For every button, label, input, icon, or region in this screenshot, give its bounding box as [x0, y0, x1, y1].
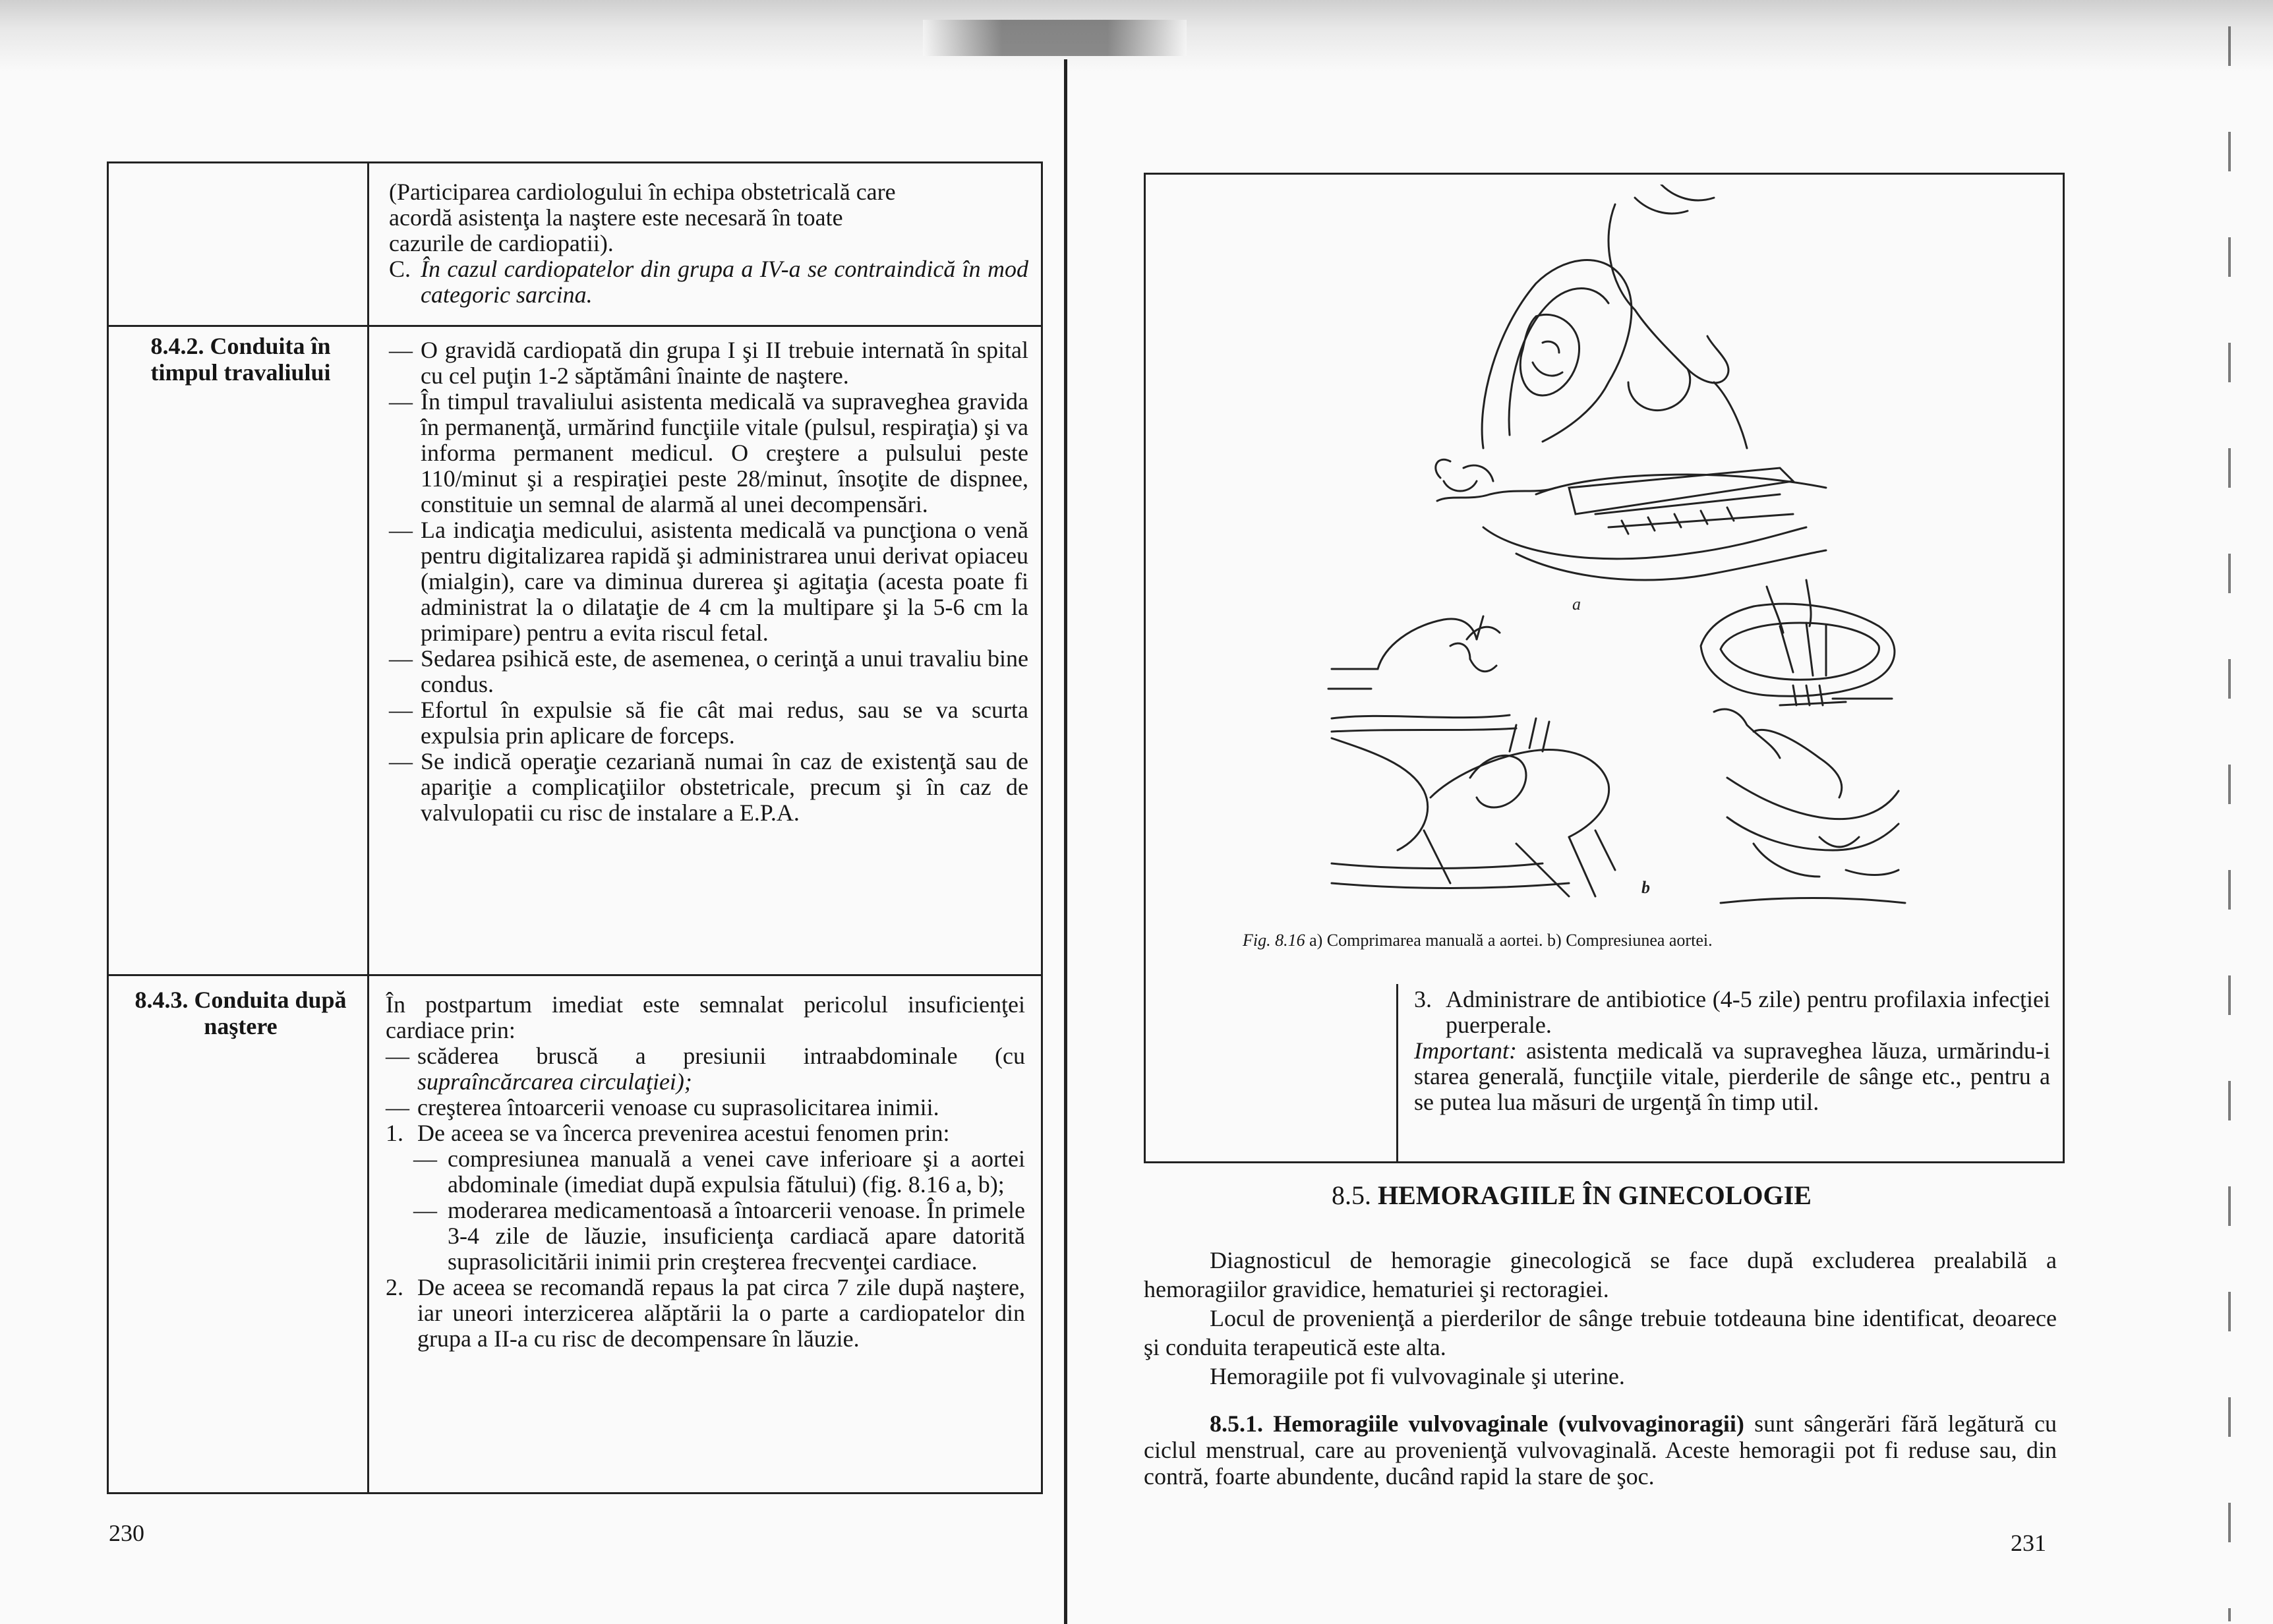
dash: —: [386, 1094, 409, 1120]
row1-c-marker: C.: [389, 256, 411, 282]
section-842-item-3: La indicaţia medicului, asistenta medicală va puncţiona o venă pentru digitalizarea rapidă şi administrarea unui derivat opiaceu (mialgin), care va diminua durerea şi agitaţia (acesta poate fi administrat la o dilataţie de 4 cm la multipare şi la 5-6 cm la primipare) pentru a evita riscul fetal.: [421, 517, 1028, 646]
section-843-item-2: creşterea întoarcerii venoase cu suprasolicitarea inimii.: [417, 1094, 939, 1120]
section-842-list: [389, 337, 1028, 826]
dash: —: [389, 337, 413, 363]
figure-caption-text: a) Comprimarea manuală a aortei. b) Compresiunea aortei.: [1309, 931, 1713, 950]
table-column-divider: [367, 161, 369, 1494]
row1-line-1: (Participarea cardiologului în echipa obstetricală care: [389, 179, 896, 205]
paragraph-2: Locul de provenienţă a pierderilor de sânge trebuie totdeauna bine identificat, deoarece şi conduita terapeutică este alta.: [1144, 1305, 2057, 1360]
right-page-number: 231: [2011, 1530, 2046, 1556]
figure-8-16-illustration: [1318, 185, 1912, 916]
dash: —: [386, 1043, 409, 1069]
figure-caption: [1243, 931, 1713, 950]
section-843-text: [386, 992, 1025, 1352]
figure-label-a: a: [1572, 594, 1581, 614]
section-842-item-1: O gravidă cardiopată din grupa I şi II trebuie internată în spital cu cel puţin 1-2 săptămâni înainte de naştere.: [421, 337, 1028, 389]
row1-c-text: În cazul cardiopatelor din grupa a IV-a se contraindică în mod categoric sarcina.: [421, 256, 1028, 308]
illustration-b-top-left: [1328, 616, 1516, 732]
illustration-a: [1436, 185, 1826, 614]
point-2-text: De aceea se recomandă repaus la pat circa 7 zile după naştere, iar uneori interzicerea alăptării la o parte a cardiopatelor din grupa a II-a cu risc de decompensare în lăuzie.: [417, 1274, 1025, 1352]
paragraph-3: Hemoragiile pot fi vulvovaginale şi uterine.: [1210, 1363, 1625, 1389]
section-843-item-1-text: scăderea bruscă a presiunii intraabdominale (cu: [417, 1043, 1025, 1069]
figure-number: Fig. 8.16: [1243, 931, 1305, 950]
section-842-item-2: În timpul travaliului asistenta medicală va supraveghea gravida în permanenţă, urmărind funcţiile vitale (pulsul, respiraţia) şi va informa permanent medicul. O creştere a pulsului peste 110/minut şi a respiraţiei peste 28/minut, însoţite de dispnee, constituie un semnal de alarmă al unei decompensări.: [421, 388, 1028, 517]
section-842-heading: 8.4.2. Conduita în timpul travaliului: [150, 333, 331, 386]
section-842-item-6: Se indică operaţie cezariană numai în caz de existenţă sau de apariţie a complicaţiilor obstetricale, precum şi în caz de valvulopatii cu risc de instalare a E.P.A.: [421, 748, 1028, 826]
paragraph-851: [1144, 1410, 2057, 1490]
left-page-number: 230: [109, 1520, 144, 1546]
section-heading: [1332, 1180, 1812, 1211]
paragraph-1: Diagnosticul de hemoragie ginecologică se face după excluderea prealabilă a hemoragiilor gravidice, hematuriei şi rectoragiei.: [1144, 1247, 2057, 1302]
body-paragraphs: [1144, 1246, 2057, 1391]
page-edge: [2228, 26, 2231, 1621]
table-row-divider-1: [107, 325, 1043, 327]
section-843-heading: 8.4.3. Conduita după naştere: [134, 987, 347, 1039]
section-842-item-5: Efortul în expulsie să fie cât mai redus, sau se va scurta expulsia prin aplicare de forceps.: [421, 697, 1028, 749]
dash: —: [389, 388, 413, 415]
dash: —: [413, 1146, 437, 1172]
section-heading-number: 8.5.: [1332, 1180, 1371, 1210]
paragraph-851-body: sunt sângerări fără legătură cu ciclul menstrual, care au provenienţă vulvovaginală. Aceste hemoragii pot fi reduse sau, din contră, foarte abundente, ducând rapid la stare de şoc.: [1144, 1410, 2057, 1490]
box-text: [1414, 987, 2050, 1115]
section-843-intro: În postpartum imediat este semnalat pericolul insuficienţei cardiace prin:: [386, 991, 1025, 1043]
dash: —: [389, 645, 413, 672]
dash: —: [389, 517, 413, 543]
important-label: Important:: [1414, 1037, 1517, 1064]
section-heading-title: HEMORAGIILE ÎN GINECOLOGIE: [1378, 1180, 1812, 1210]
item-3-marker: 3.: [1414, 986, 1432, 1012]
paragraph-851-title: 8.5.1. Hemoragiile vulvovaginale (vulvovaginoragii): [1210, 1410, 1744, 1437]
point-1-sub-1: compresiunea manuală a venei cave inferioare şi a aortei abdominale (imediat după expulsia fătului) (fig. 8.16 a, b);: [448, 1146, 1025, 1198]
box-divider: [1396, 984, 1398, 1162]
dash: —: [389, 697, 413, 723]
figure-label-b: b: [1641, 878, 1650, 897]
point-1-sub-2: moderarea medicamentoasă a întoarcerii venoase. În primele 3-4 zile de lăuzie, insuficienţa cardiacă apare datorită suprasolicitării inimii prin creşterea frecvenţei cardiace.: [448, 1197, 1025, 1275]
illustration-b-bottom-right: [1714, 709, 1905, 903]
section-842-item-4: Sedarea psihică este, de asemenea, o cerinţă a unui travaliu bine condus.: [421, 645, 1028, 697]
illustration-b-top-right: [1701, 580, 1895, 705]
table-row-divider-2: [107, 974, 1043, 976]
book-spine: [1064, 59, 1067, 1624]
dash: —: [389, 748, 413, 774]
item-3-text: Administrare de antibiotice (4-5 zile) pentru profilaxia infecţiei puerperale.: [1446, 986, 2050, 1038]
point-1-marker: 1.: [386, 1120, 403, 1146]
point-2-marker: 2.: [386, 1274, 403, 1300]
row1-line-3: cazurile de cardiopatii).: [389, 230, 614, 256]
important-text: asistenta medicală va supraveghea lăuza, urmărindu-i starea generală, funcţiile vitale, pierderile de sânge etc., pentru a se putea lua măsuri de urgenţă în timp util.: [1414, 1037, 2050, 1115]
scan-shadow: [0, 0, 2273, 72]
section-843-item-1-italic: supraîncărcarea circulaţiei);: [417, 1068, 692, 1095]
dash: —: [413, 1197, 437, 1223]
illustration-b-bottom-left: [1332, 718, 1650, 897]
row1-text: [389, 179, 1028, 308]
row1-line-2: acordă asistenţa la naştere este necesară în toate: [389, 204, 843, 231]
point-1-text: De aceea se va încerca prevenirea acestui fenomen prin:: [417, 1120, 950, 1146]
